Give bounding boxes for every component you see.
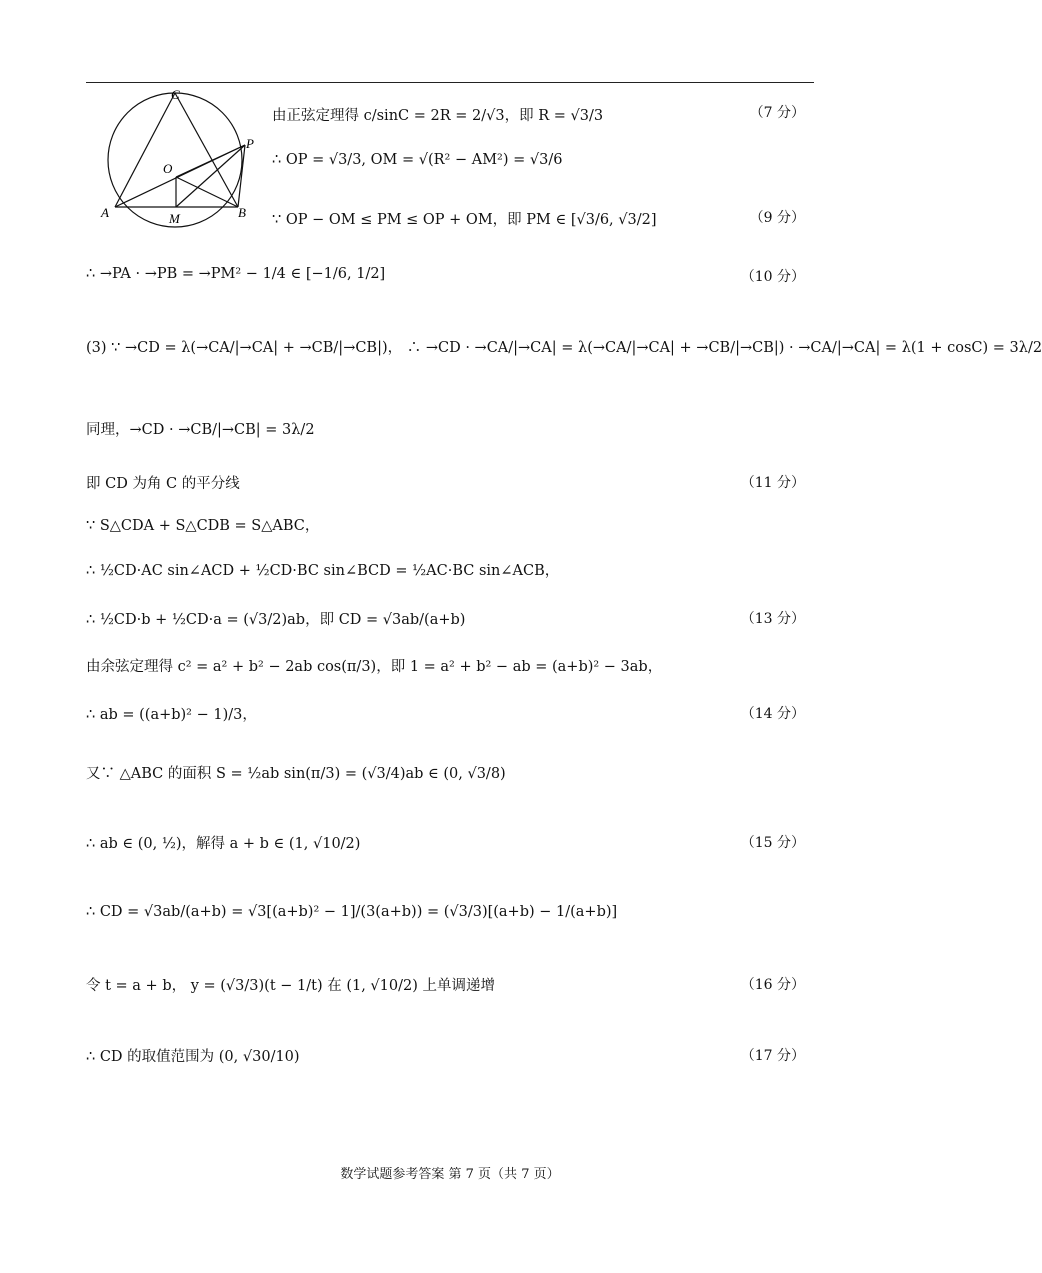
score-17: （17 分） [740,1048,805,1064]
page-footer: 数学试题参考答案 第 7 页（共 7 页） [340,1167,560,1182]
label-A: A [101,205,109,220]
label-O: O [163,161,173,176]
score-10: （10 分） [740,269,805,285]
segment-MP [176,145,245,207]
step-bisector: 即 CD 为角 C 的平分线 [86,476,240,492]
label-M: M [169,211,180,226]
segment-CA [115,93,175,207]
step-similarly: 同理，→CD · →CB/|→CB| = 3λ/2 [86,422,315,438]
header-rule [86,82,814,83]
score-9: （9 分） [749,210,805,226]
circle-triangle-figure [95,85,265,230]
segment-CB [175,93,238,207]
step-cd-formula: ∴ ½CD·b + ½CD·a = (√3/2)ab，即 CD = √3ab/(a+b) [86,612,466,628]
step-cd-range: ∴ CD 的取值范围为 (0, √30/10) [86,1049,300,1065]
step-dot-product: ∴ →PA · →PB = →PM² − 1/4 ∈ [−1/6, 1/2] [86,266,386,282]
step-ab-range: ∴ ab ∈ (0, ½)，解得 a + b ∈ (1, √10/2) [86,836,361,852]
score-11: （11 分） [740,475,805,491]
segment-OP [176,145,245,177]
step-area-expansion: ∴ ½CD·AC sin∠ACD + ½CD·BC sin∠BCD = ½AC·BC sin∠ACB， [86,563,560,579]
step-law-of-cosines: 由余弦定理得 c² = a² + b² − 2ab cos(π/3)，即 1 = a² + b² − ab = (a+b)² − 3ab， [86,659,663,675]
score-14: （14 分） [740,706,805,722]
step-part3-cd: (3) ∵ →CD = λ(→CA/|→CA| + →CB/|→CB|)， ∴ →CD · →CA/|→CA| = λ(→CA/|→CA| + →CB/|→CB|) · →CA/|→CA| = λ(1 + cosC) = 3λ/2 [86,340,1042,356]
step-ab-expression: ∴ ab = ((a+b)² − 1)/3， [86,707,257,723]
step-area-sum: ∵ S△CDA + S△CDB = S△ABC， [86,518,320,534]
label-C: C [171,87,180,102]
step-cd-rewrite: ∴ CD = √3ab/(a+b) = √3[(a+b)² − 1]/(3(a+b)) = (√3/3)[(a+b) − 1/(a+b)] [86,904,618,920]
score-13: （13 分） [740,611,805,627]
score-15: （15 分） [740,835,805,851]
label-P: P [246,136,254,151]
step-law-of-sines: 由正弦定理得 c/sinC = 2R = 2/√3，即 R = √3/3 [272,108,604,124]
segment-OB [176,177,238,207]
score-7: （7 分） [749,105,805,121]
step-pm-range: ∵ OP − OM ≤ PM ≤ OP + OM，即 PM ∈ [√3/6, √3/2] [272,212,657,228]
step-op-om: ∴ OP = √3/3, OM = √(R² − AM²) = √3/6 [272,152,563,168]
label-B: B [238,205,246,220]
step-monotonic: 令 t = a + b， y = (√3/3)(t − 1/t) 在 (1, √10/2) 上单调递增 [86,978,495,994]
step-area-range: 又∵ △ABC 的面积 S = ½ab sin(π/3) = (√3/4)ab ∈ (0, √3/8) [86,766,506,782]
score-16: （16 分） [740,977,805,993]
